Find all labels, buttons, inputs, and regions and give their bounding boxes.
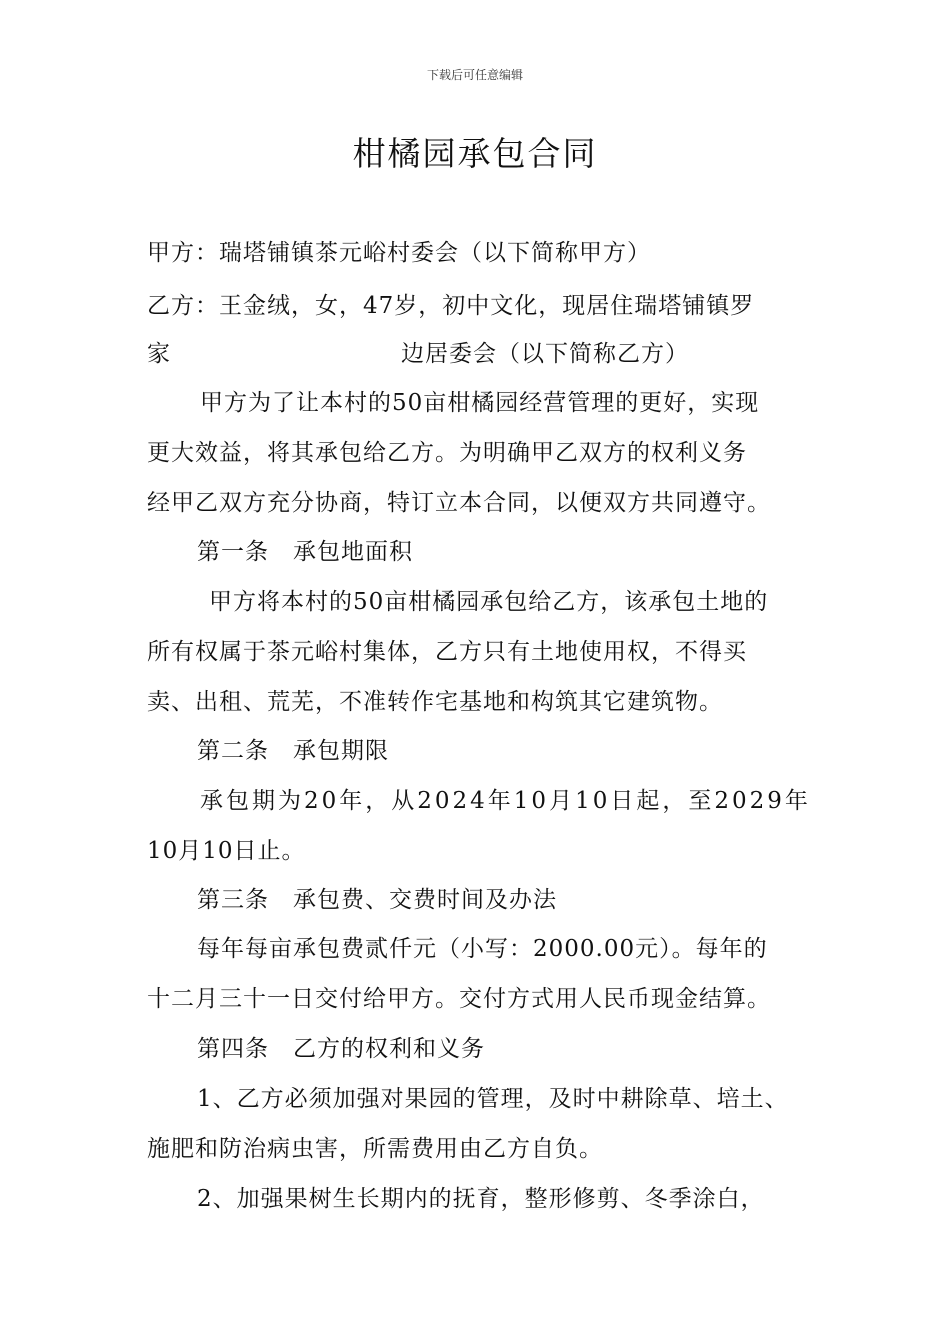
party-a-line: 甲方：瑞塔铺镇茶元峪村委会（以下简称甲方） — [147, 240, 651, 266]
article-4-line-1: 1、乙方必须加强对果园的管理，及时中耕除草、培土、 — [197, 1086, 789, 1112]
article-3-line-1: 每年每亩承包费贰仟元（小写：2000.00元）。每年的 — [197, 936, 768, 962]
intro-line-2: 更大效益，将其承包给乙方。为明确甲乙双方的权利义务 — [147, 440, 747, 466]
party-b-line-1: 乙方：王金绒，女，47岁，初中文化，现居住瑞塔铺镇罗 — [147, 293, 755, 319]
article-2-line-2: 10月10日止。 — [147, 838, 306, 864]
intro-line-1: 甲方为了让本村的50亩柑橘园经营管理的更好，实现 — [200, 390, 760, 416]
article-1-line-3: 卖、出租、荒芜，不准转作宅基地和构筑其它建筑物。 — [147, 689, 723, 715]
article-4-line-2: 施肥和防治病虫害，所需费用由乙方自负。 — [147, 1136, 603, 1162]
intro-line-3: 经甲乙双方充分协商，特订立本合同，以便双方共同遵守。 — [147, 490, 771, 516]
document-title: 柑橘园承包合同 — [352, 134, 598, 173]
header-note: 下载后可任意编辑 — [426, 68, 523, 82]
article-4-line-3: 2、加强果树生长期内的抚育，整形修剪、冬季涂白， — [197, 1186, 765, 1212]
article-3-heading: 第三条 承包费、交费时间及办法 — [197, 887, 557, 913]
article-2-heading: 第二条 承包期限 — [197, 738, 389, 764]
article-1-heading: 第一条 承包地面积 — [197, 539, 413, 565]
article-4-heading: 第四条 乙方的权利和义务 — [197, 1036, 485, 1062]
party-b-line-2-start: 家 — [147, 341, 171, 367]
article-1-line-1: 甲方将本村的50亩柑橘园承包给乙方，该承包土地的 — [209, 589, 769, 615]
party-b-line-2-end: 边居委会（以下简称乙方） — [401, 341, 689, 367]
article-3-line-2: 十二月三十一日交付给甲方。交付方式用人民币现金结算。 — [147, 986, 771, 1012]
article-1-line-2: 所有权属于茶元峪村集体，乙方只有土地使用权，不得买 — [147, 639, 747, 665]
article-2-line-1: 承包期为20年，从2024年10月10日起，至2029年 — [200, 788, 811, 814]
